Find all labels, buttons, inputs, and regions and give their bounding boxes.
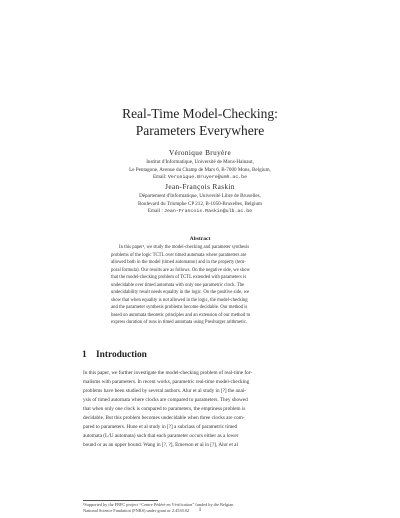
- abstract-line: show that when equality is not allowed in the logic, the model-checking: [111, 297, 248, 303]
- author-email-1: [0, 174, 400, 182]
- affiliation-line: Boulevard du Triomphe CP 212, B-1050-Bruxelles, Belgium: [137, 200, 263, 207]
- abstract-line: undecidable over timed automata with only one parametric clock. The: [111, 282, 245, 288]
- section-heading: [82, 350, 147, 360]
- abstract-line: based on automata theoretic principles and an extension of our method to: [111, 312, 251, 318]
- author-affiliation-1: [0, 159, 400, 182]
- abstract-line: allowed both in the model (timed automaton) and in the property (tem-: [111, 260, 246, 265]
- author-name-1: Véronique Bruyère: [168, 149, 232, 157]
- email-address: Jean-Francois.Raskin@ulb.ac.be: [164, 209, 253, 214]
- page-number: 1: [198, 507, 202, 513]
- abstract-line: poral formula). Our results are as follows. On the negative side, we show: [111, 267, 250, 273]
- abstract-line: that the model-checking problem of TCTL extended with parameters is: [111, 275, 247, 280]
- footnote-line: National Science Fundation (FNRS) under grant nr 2.4530.02: [83, 508, 190, 513]
- body-line: automata (L/U automata) such that each parameter occurs either as a lower: [83, 433, 239, 440]
- abstract-line: express duration of runs in timed automata using Presburger arithmetic.: [111, 320, 248, 325]
- abstract-line: problems of the logic TCTL over timed automata where parameters are: [111, 252, 247, 258]
- abstract-line: and the parameter synthesis problems become decidable. Our method is: [111, 305, 248, 310]
- email-label: Email :: [147, 208, 163, 214]
- body-line: decidable. But this problem becomes undecidable when three clocks are com-: [83, 415, 245, 422]
- footnote-divider: [83, 500, 158, 501]
- introduction-body: [83, 369, 323, 450]
- paper-title: [0, 105, 400, 139]
- body-line: bound or as an upper bound. Wang in [?, ?], Emerson et al in [?], Alur et al: [83, 442, 238, 449]
- email-address: Veronique.Bruyere@umh.ac.be: [167, 175, 248, 180]
- body-line: malisms with parameters. In recent works, parametric real-time model-checking: [83, 379, 250, 386]
- author-email-2: [0, 208, 400, 216]
- email-label: Email:: [152, 174, 167, 180]
- section-title: Introduction: [96, 350, 147, 360]
- abstract-heading: Abstract: [189, 236, 211, 242]
- abstract-line: undecidability result needs equality in the logic. On the positive side, we: [111, 290, 250, 295]
- body-line: that when only one clock is compared to parameters, the emptiness problem is: [83, 406, 246, 413]
- body-line: problems have been studied by several authors. Alur et al study in [?] the anal-: [83, 388, 246, 395]
- body-line: In this paper, we further investigate the model-checking problem of real-time for-: [83, 370, 253, 376]
- affiliation-line: Le Pentagone, Avenue du Champ de Mars 6, B-7000 Mons, Belgium,: [129, 166, 271, 173]
- body-line: ysis of timed automata where clocks are compared to parameters. They showed: [83, 397, 248, 404]
- footnote-line: ¹Supported by the FRFC project “Centre Fédéré en Vérification” funded by the Belgian: [83, 502, 234, 507]
- affiliation-line: Institut d'Informatique, Université de Mons-Hainaut,: [146, 159, 254, 165]
- title-line-1: Real-Time Model-Checking:: [122, 106, 278, 121]
- author-affiliation-2: [0, 193, 400, 216]
- section-number: 1: [82, 350, 87, 360]
- author-name-2: Jean-François Raskin: [165, 183, 235, 191]
- body-line: pared to parameters. Hune et al study in [?] a subclass of parametric timed: [83, 424, 238, 431]
- abstract-body: [111, 244, 291, 327]
- affiliation-line: Département d'Informatique, Université Libre de Bruxelles,: [139, 193, 261, 199]
- title-line-2: Parameters Everywhere: [135, 123, 265, 138]
- abstract-line: In this paper¹, we study the model-checking and parameter synthesis: [119, 245, 250, 250]
